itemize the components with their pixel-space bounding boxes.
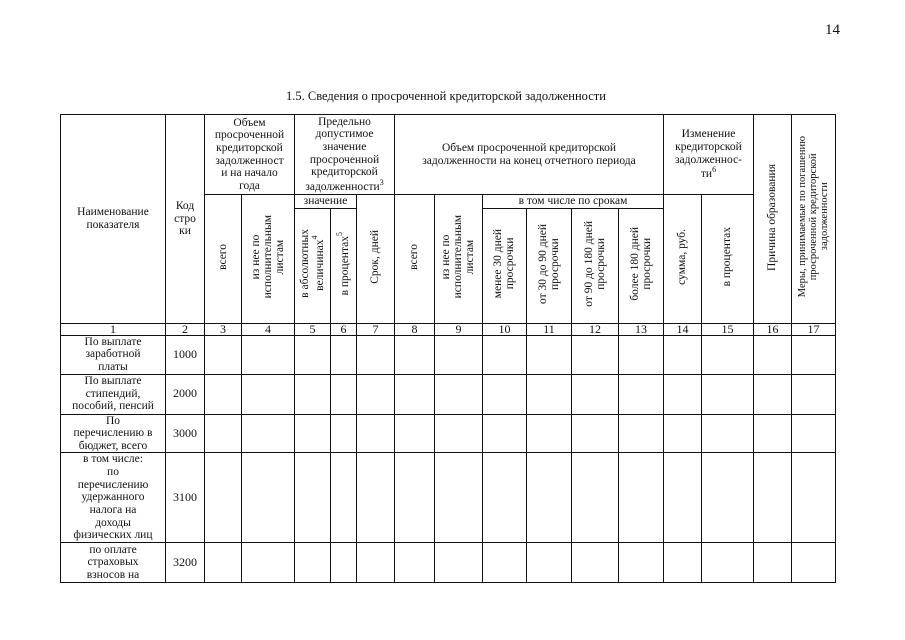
header-value: значение <box>295 195 357 209</box>
cell[interactable] <box>619 335 664 374</box>
section-title: 1.5. Сведения о просроченной кредиторской задолженности <box>286 89 606 103</box>
cell[interactable] <box>572 453 619 542</box>
row-label: По перечислению в бюджет, всего <box>61 414 166 453</box>
col-num: 11 <box>527 323 572 335</box>
cell[interactable] <box>619 414 664 453</box>
table-row <box>61 414 836 453</box>
header-begin-total: всего <box>205 195 242 324</box>
cell[interactable] <box>331 335 357 374</box>
cell[interactable] <box>395 335 435 374</box>
cell[interactable] <box>792 414 836 453</box>
cell[interactable] <box>242 453 295 542</box>
cell[interactable] <box>357 374 395 414</box>
col-num: 3 <box>205 323 242 335</box>
cell[interactable] <box>357 414 395 453</box>
column-numbers-row <box>61 323 836 335</box>
cell[interactable] <box>205 542 242 582</box>
cell[interactable] <box>619 542 664 582</box>
header-measures: Меры, принимаемые по погашению просроченной кредиторской задолженности <box>792 115 836 324</box>
col-num: 6 <box>331 323 357 335</box>
cell[interactable] <box>242 335 295 374</box>
header-limit: Предельно допустимое значение просроченной кредиторской задолженности$^3$ <box>295 115 395 195</box>
header-change-sum: сумма, руб. <box>664 195 702 324</box>
cell[interactable] <box>483 453 527 542</box>
cell[interactable] <box>664 542 702 582</box>
cell[interactable] <box>664 335 702 374</box>
header-pct: в процентах$^5$ <box>331 208 357 323</box>
cell[interactable] <box>527 374 572 414</box>
header-30-90: от 30 до 90 дней просрочки <box>527 208 572 323</box>
cell[interactable] <box>483 414 527 453</box>
cell[interactable] <box>357 335 395 374</box>
header-by-terms: в том числе по срокам <box>483 195 664 209</box>
row-code: 1000 <box>166 335 205 374</box>
col-num: 8 <box>395 323 435 335</box>
page-number: 14 <box>825 22 840 38</box>
cell[interactable] <box>792 542 836 582</box>
cell[interactable] <box>295 414 331 453</box>
header-lt30: менее 30 дней просрочки <box>483 208 527 323</box>
col-num: 5 <box>295 323 331 335</box>
cell[interactable] <box>242 542 295 582</box>
col-num: 13 <box>619 323 664 335</box>
row-label: По выплате заработной платы <box>61 335 166 374</box>
col-num: 2 <box>166 323 205 335</box>
cell[interactable] <box>331 542 357 582</box>
cell[interactable] <box>331 374 357 414</box>
cell[interactable] <box>331 414 357 453</box>
cell[interactable] <box>205 453 242 542</box>
cell[interactable] <box>754 335 792 374</box>
col-num: 10 <box>483 323 527 335</box>
cell[interactable] <box>242 374 295 414</box>
cell[interactable] <box>619 453 664 542</box>
cell[interactable] <box>205 414 242 453</box>
header-change-pct: в процентах <box>702 195 754 324</box>
row-label: по оплате страховых взносов на <box>61 542 166 582</box>
header-90-180: от 90 до 180 дней просрочки <box>572 208 619 323</box>
cell[interactable] <box>205 374 242 414</box>
cell[interactable] <box>295 453 331 542</box>
table-row <box>61 374 836 414</box>
cell[interactable] <box>395 542 435 582</box>
cell[interactable] <box>435 374 483 414</box>
header-end-exec: из нее по исполнительным листам <box>435 195 483 324</box>
cell[interactable] <box>242 414 295 453</box>
cell[interactable] <box>702 453 754 542</box>
cell[interactable] <box>295 335 331 374</box>
cell[interactable] <box>572 374 619 414</box>
cell[interactable] <box>357 453 395 542</box>
cell[interactable] <box>572 542 619 582</box>
cell[interactable] <box>754 453 792 542</box>
cell[interactable] <box>754 374 792 414</box>
cell[interactable] <box>572 414 619 453</box>
col-num: 4 <box>242 323 295 335</box>
cell[interactable] <box>435 335 483 374</box>
cell[interactable] <box>702 335 754 374</box>
cell[interactable] <box>664 414 702 453</box>
col-num: 17 <box>792 323 836 335</box>
col-num: 9 <box>435 323 483 335</box>
col-num: 7 <box>357 323 395 335</box>
cell[interactable] <box>527 414 572 453</box>
overdue-payables-table <box>60 114 836 583</box>
table-row <box>61 542 836 582</box>
header-gt180: более 180 дней просрочки <box>619 208 664 323</box>
row-code: 3200 <box>166 542 205 582</box>
table-row <box>61 453 836 542</box>
cell[interactable] <box>395 453 435 542</box>
cell[interactable] <box>619 374 664 414</box>
cell[interactable] <box>435 414 483 453</box>
header-end-of-period: Объем просроченной кредиторской задолженности на конец отчетного периода <box>395 115 664 195</box>
cell[interactable] <box>357 542 395 582</box>
row-code: 2000 <box>166 374 205 414</box>
header-change: Изменение кредиторской задолженнос- $ти^6$ <box>664 115 754 195</box>
cell[interactable] <box>527 542 572 582</box>
row-label: По выплате стипендий, пособий, пенсий <box>61 374 166 414</box>
col-num: 14 <box>664 323 702 335</box>
col-num: 15 <box>702 323 754 335</box>
cell[interactable] <box>754 542 792 582</box>
cell[interactable] <box>572 335 619 374</box>
cell[interactable] <box>792 453 836 542</box>
header-code: Код стро ки <box>166 115 205 324</box>
cell[interactable] <box>527 453 572 542</box>
cell[interactable] <box>702 374 754 414</box>
cell[interactable] <box>295 374 331 414</box>
header-end-total: всего <box>395 195 435 324</box>
header-term-days: Срок, дней <box>357 195 395 324</box>
header-reason: Причина образования <box>754 115 792 324</box>
cell[interactable] <box>395 374 435 414</box>
cell[interactable] <box>754 414 792 453</box>
cell[interactable] <box>295 542 331 582</box>
col-num: 12 <box>572 323 619 335</box>
row-code: 3100 <box>166 453 205 542</box>
cell[interactable] <box>702 414 754 453</box>
cell[interactable] <box>483 335 527 374</box>
cell[interactable] <box>792 374 836 414</box>
row-code: 3000 <box>166 414 205 453</box>
cell[interactable] <box>483 542 527 582</box>
cell[interactable] <box>395 414 435 453</box>
cell[interactable] <box>664 374 702 414</box>
table-row <box>61 335 836 374</box>
col-num: 1 <box>61 323 166 335</box>
cell[interactable] <box>331 453 357 542</box>
row-label: в том числе: по перечислению удержанного налога на доходы физических лиц <box>61 453 166 542</box>
header-begin-exec: из нее по исполнительным листам <box>242 195 295 324</box>
header-abs: в абсолютных величинах$^4$ <box>295 208 331 323</box>
cell[interactable] <box>205 335 242 374</box>
col-num: 16 <box>754 323 792 335</box>
cell[interactable] <box>527 335 572 374</box>
cell[interactable] <box>435 453 483 542</box>
cell[interactable] <box>483 374 527 414</box>
header-begin-of-year: Объем просроченной кредиторской задолженност и на начало года <box>205 115 295 195</box>
cell[interactable] <box>664 453 702 542</box>
cell[interactable] <box>702 542 754 582</box>
cell[interactable] <box>435 542 483 582</box>
header-name: Наименование показателя <box>61 115 166 324</box>
cell[interactable] <box>792 335 836 374</box>
